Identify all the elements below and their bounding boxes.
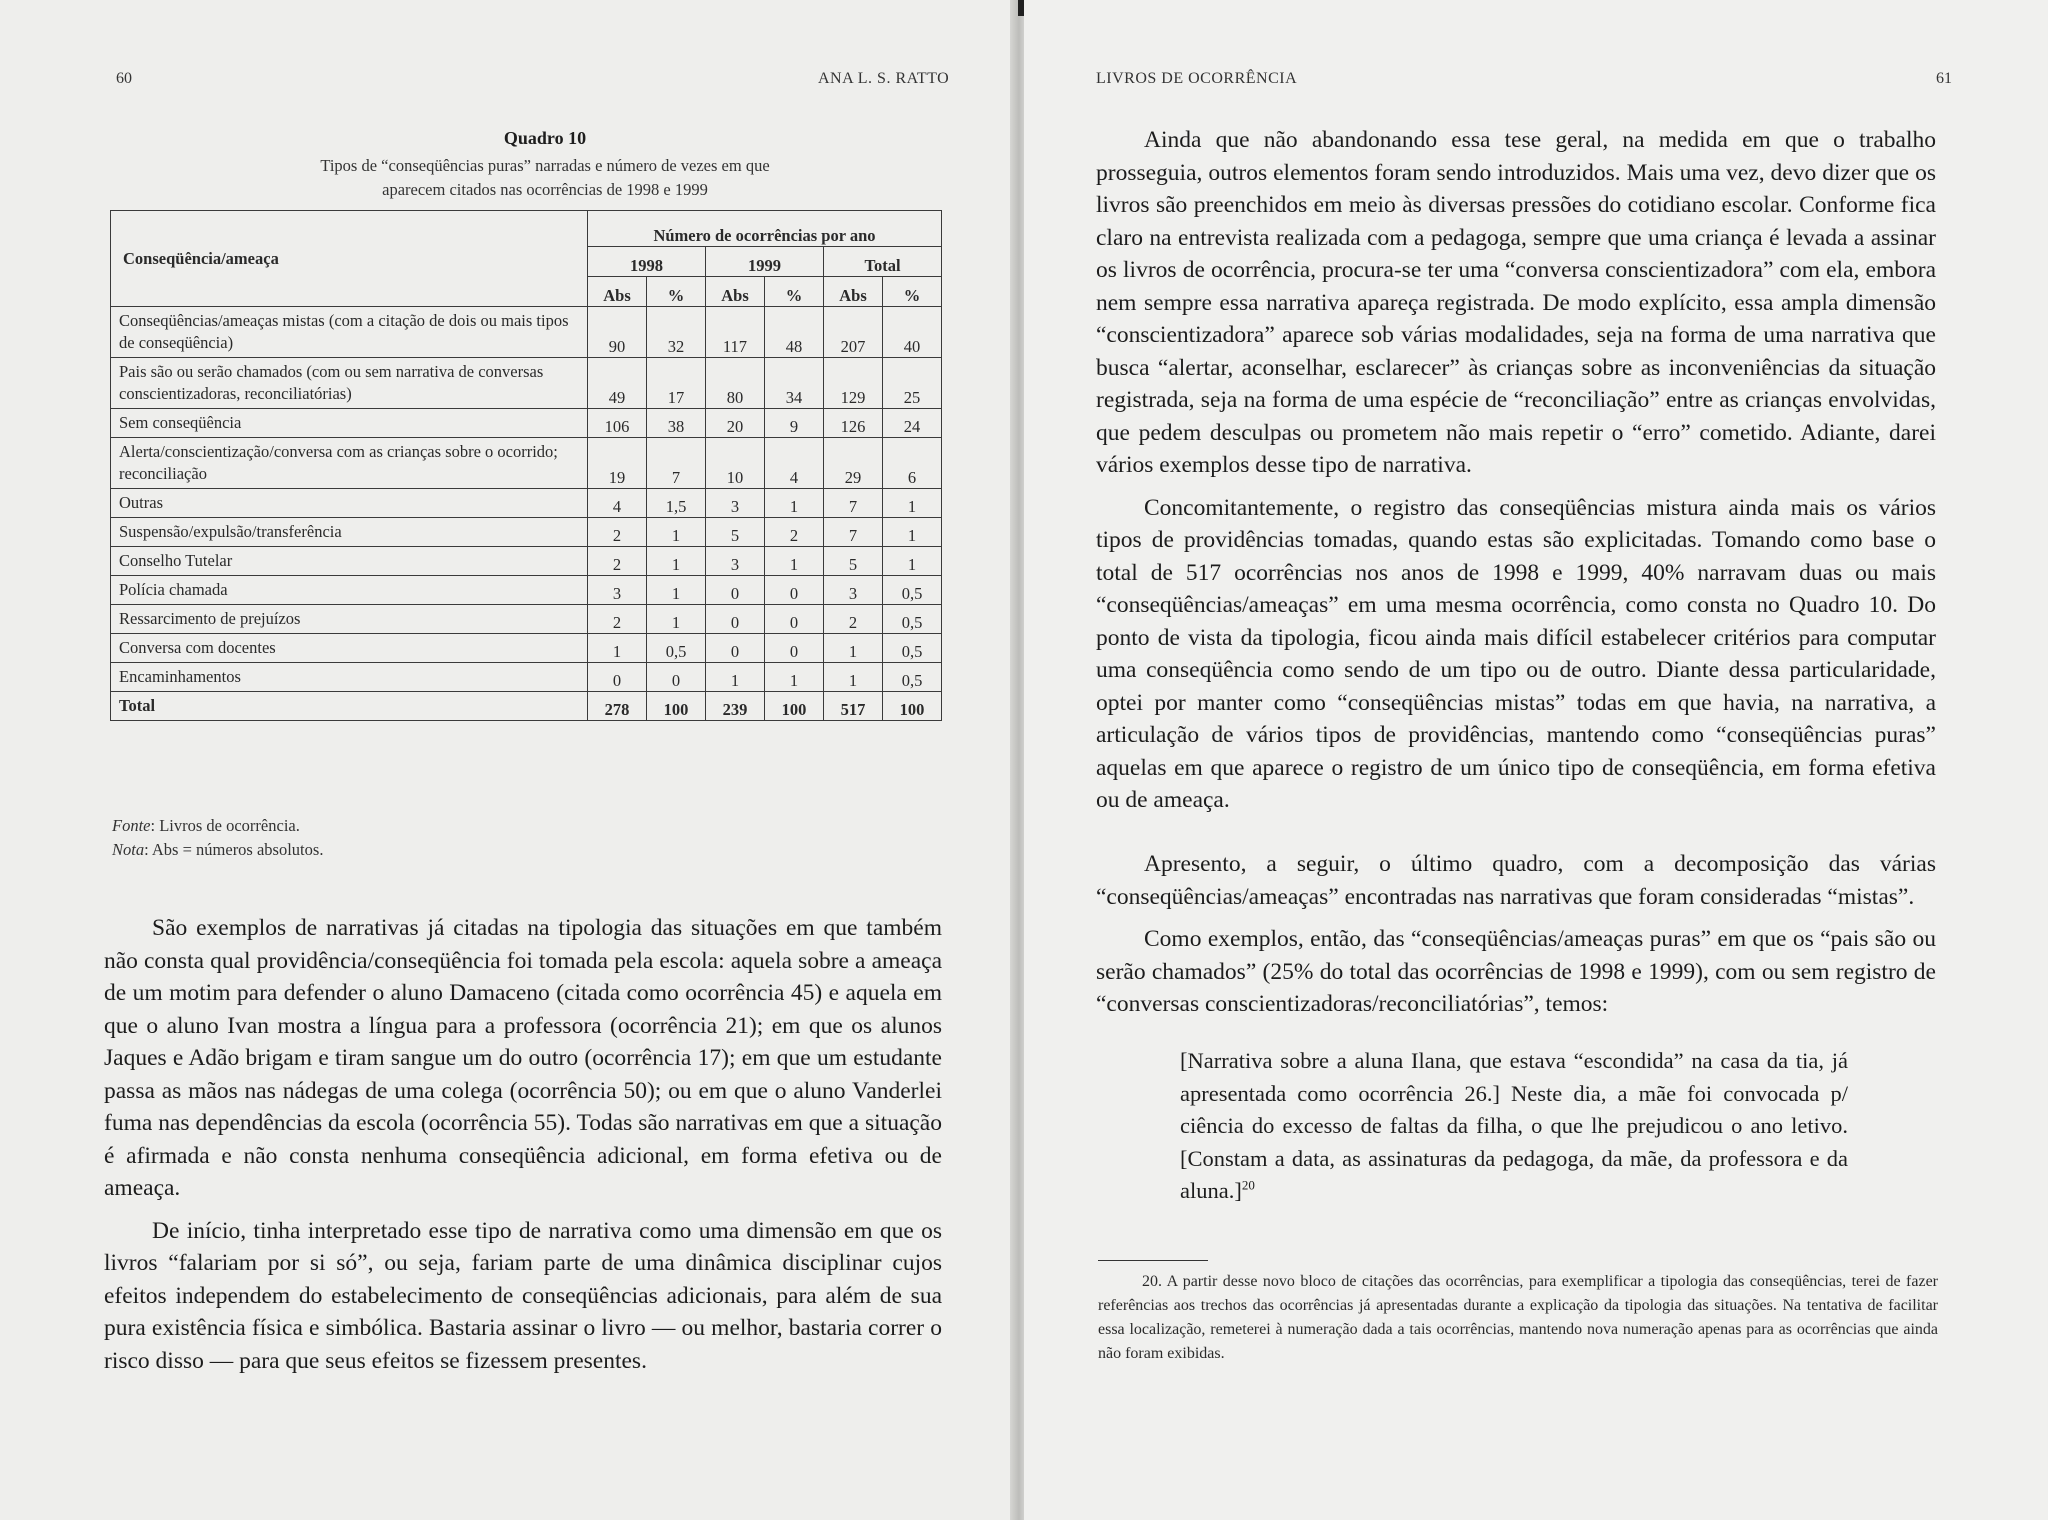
abs-cell: 0 — [706, 605, 765, 634]
abs-cell: 278 — [588, 692, 647, 721]
abs-cell: 5 — [824, 547, 883, 576]
quadro-subtitle-line: aparecem citados nas ocorrências de 1998 e 1999 — [382, 180, 708, 199]
right-body-text — [1096, 124, 1936, 827]
table-row — [111, 576, 942, 605]
quadro-body — [111, 307, 942, 721]
header-year: Total — [824, 247, 942, 277]
paragraph: Ainda que não abandonando essa tese geral, na medida em que o trabalho prosseguia, outros elementos foram sendo introduzidos. Mais uma vez, devo dizer que os livros são preenchidos em meio às diversas pressões do cotidiano escolar. Conforme fica claro na entrevista realizada com a pedagoga, sempre que uma criança é levada a assinar os livros de ocorrência, procura-se ter uma “conversa conscientizadora” com ela, embora nem sempre essa narrativa apareça registrada. De modo explícito, essa ampla dimensão “conscientizadora” aparece sob várias modalidades, seja na forma de uma narrativa que busca “alertar, aconselhar, esclarecer” às crianças sobre as inconveniências da situação registrada, seja na forma de uma espécie de “reconciliação” entre as crianças envolvidas, que pedem desculpas ou prometem não mais repetir o “erro” cometido. Adiante, darei vários exemplos desse tipo de narrativa. — [1096, 127, 1936, 478]
pct-cell: 0,5 — [883, 605, 942, 634]
category-cell: Outras — [111, 489, 588, 518]
right-body-text-2 — [1096, 848, 1936, 1031]
header-pct: % — [765, 277, 824, 307]
abs-cell: 90 — [588, 307, 647, 358]
abs-cell: 4 — [588, 489, 647, 518]
header-year: 1999 — [706, 247, 824, 277]
table-note — [112, 840, 323, 860]
abs-cell: 1 — [706, 663, 765, 692]
pct-cell: 0 — [647, 663, 706, 692]
pct-cell: 34 — [765, 358, 824, 409]
abs-cell: 1 — [588, 634, 647, 663]
pct-cell: 25 — [883, 358, 942, 409]
category-cell: Conversa com docentes — [111, 634, 588, 663]
pct-cell: 7 — [647, 438, 706, 489]
header-abs: Abs — [588, 277, 647, 307]
running-head-right: LIVROS DE OCORRÊNCIA — [1096, 70, 1298, 87]
table-row — [111, 438, 942, 489]
pct-cell: 1 — [647, 576, 706, 605]
abs-cell: 80 — [706, 358, 765, 409]
pct-cell: 24 — [883, 409, 942, 438]
pct-cell: 1 — [647, 547, 706, 576]
pct-cell: 0 — [765, 634, 824, 663]
pct-cell: 1 — [765, 489, 824, 518]
abs-cell: 239 — [706, 692, 765, 721]
table-row — [111, 518, 942, 547]
pct-cell: 1 — [883, 547, 942, 576]
paragraph: De início, tinha interpretado esse tipo de narrativa como uma dimensão em que os livros “falariam por si só”, ou seja, fariam parte de uma dinâmica disciplinar cujos efeitos independem do estabelecimento de conseqüências adicionais, para além de sua pura existência física e simbólica. Bastaria assinar o livro — ou melhor, bastaria correr o risco disso — para que seus efeitos se fizessem presentes. — [104, 1217, 942, 1374]
paragraph: Como exemplos, então, das “conseqüências/ameaças puras” em que os “pais são ou serão chamados” (25% do total das ocorrências de 1998 e 1999), com ou sem registro de “conversas conscientizadoras/reconciliatórias”, temos: — [1096, 926, 1936, 1017]
category-cell: Ressarcimento de prejuízos — [111, 605, 588, 634]
abs-cell: 10 — [706, 438, 765, 489]
pct-cell: 100 — [765, 692, 824, 721]
abs-cell: 117 — [706, 307, 765, 358]
pct-cell: 0,5 — [883, 576, 942, 605]
page-number-left: 60 — [116, 70, 132, 87]
pct-cell: 2 — [765, 518, 824, 547]
pct-cell: 6 — [883, 438, 942, 489]
pct-cell: 1,5 — [647, 489, 706, 518]
abs-cell: 2 — [588, 518, 647, 547]
pct-cell: 4 — [765, 438, 824, 489]
category-cell: Pais são ou serão chamados (com ou sem narrativa de conversas conscientizadoras, reconciliatórias) — [111, 358, 588, 409]
quadro-title: Quadro 10 — [503, 128, 587, 148]
category-cell: Conseqüências/ameaças mistas (com a citação de dois ou mais tipos de conseqüência) — [111, 307, 588, 358]
header-group: Número de ocorrências por ano — [588, 211, 942, 247]
abs-cell: 1 — [824, 663, 883, 692]
pct-cell: 100 — [883, 692, 942, 721]
category-cell: Suspensão/expulsão/transferência — [111, 518, 588, 547]
abs-cell: 207 — [824, 307, 883, 358]
header-abs: Abs — [824, 277, 883, 307]
abs-cell: 3 — [824, 576, 883, 605]
pct-cell: 100 — [647, 692, 706, 721]
pct-cell: 9 — [765, 409, 824, 438]
running-head-left: ANA L. S. RATTO — [818, 70, 950, 87]
footnote: 20. A partir desse novo bloco de citações das ocorrências, para exemplificar a tipologia das conseqüências, terei de fazer referências aos trechos das ocorrências já apresentadas durante a explicação da tipologia das situações. Na tentativa de facilitar essa localização, remeterei à numeração dada a tais ocorrências, mantendo nova numeração apenas para as ocorrências que ainda não foram exibidas. — [1098, 1273, 1938, 1362]
pct-cell: 40 — [883, 307, 942, 358]
table-row — [111, 663, 942, 692]
header-pct: % — [883, 277, 942, 307]
pct-cell: 0 — [765, 605, 824, 634]
quadro-subtitle — [250, 154, 840, 202]
pct-cell: 48 — [765, 307, 824, 358]
left-body-text — [104, 912, 942, 1387]
category-cell: Alerta/conscientização/conversa com as crianças sobre o ocorrido; reconciliação — [111, 438, 588, 489]
pct-cell: 1 — [765, 547, 824, 576]
paragraph: Apresento, a seguir, o último quadro, com a decomposição das várias “conseqüências/ameaças” encontradas nas narrativas que foram consideradas “mistas”. — [1096, 851, 1936, 910]
abs-cell: 106 — [588, 409, 647, 438]
abs-cell: 49 — [588, 358, 647, 409]
abs-cell: 0 — [588, 663, 647, 692]
quadro-table — [110, 210, 942, 721]
pct-cell: 0 — [765, 576, 824, 605]
table-source — [112, 816, 300, 836]
abs-cell: 129 — [824, 358, 883, 409]
abs-cell: 2 — [588, 605, 647, 634]
table-row — [111, 547, 942, 576]
pct-cell: 1 — [883, 489, 942, 518]
abs-cell: 517 — [824, 692, 883, 721]
pct-cell: 1 — [647, 518, 706, 547]
abs-cell: 2 — [588, 547, 647, 576]
pct-cell: 0,5 — [647, 634, 706, 663]
table-row — [111, 605, 942, 634]
abs-cell: 0 — [706, 634, 765, 663]
table-row — [111, 307, 942, 358]
header-abs: Abs — [706, 277, 765, 307]
table-total-row — [111, 692, 942, 721]
paragraph: Concomitantemente, o registro das conseqüências mistura ainda mais os vários tipos de providências tomadas, quando estas são explicitadas. Tomando como base o total de 517 ocorrências nos anos de 1998 e 1999, 40% narravam duas ou mais “conseqüências/ameaças” em uma mesma ocorrência, como consta no Quadro 10. Do ponto de vista da tipologia, ficou ainda mais difícil estabelecer critérios para computar uma conseqüência como sendo de um tipo ou de outro. Diante dessa particularidade, optei por manter como “conseqüências mistas” todas em que havia, na narrativa, a articulação de vários tipos de providências, mantendo como “conseqüências puras” aquelas em que aparece o registro de um único tipo de conseqüência, em forma efetiva ou de ameaça. — [1096, 494, 1936, 813]
footnote-ref[interactable]: 20 — [1241, 1177, 1255, 1193]
paragraph: São exemplos de narrativas já citadas na tipologia das situações em que também não consta qual providência/conseqüência foi tomada pela escola: aquela sobre a ameaça de um motim para defender o aluno Damaceno (citada como ocorrência 45) e aquela em que o aluno Ivan mostra a língua para a professora (ocorrência 21); em que os alunos Jaques e Adão brigam e tiram sangue um do outro (ocorrência 17); em que um estudante passa as mãos nas nádegas de uma colega (ocorrência 50); ou em que o aluno Vanderlei fuma nas dependências da escola (ocorrência 55). Todas são narrativas em que a situação é afirmada e não consta nenhuma conseqüência adicional, em forma efetiva ou de ameaça. — [104, 915, 942, 1201]
table-row — [111, 358, 942, 409]
source-label: Fonte — [112, 816, 151, 835]
left-page — [0, 0, 1016, 1520]
table-row — [111, 634, 942, 663]
header-pct: % — [647, 277, 706, 307]
abs-cell: 3 — [706, 489, 765, 518]
pct-cell: 0,5 — [883, 634, 942, 663]
footnote-rule — [1098, 1260, 1208, 1261]
pct-cell: 17 — [647, 358, 706, 409]
abs-cell: 19 — [588, 438, 647, 489]
header-year: 1998 — [588, 247, 706, 277]
category-cell: Encaminhamentos — [111, 663, 588, 692]
note-label: Nota — [112, 840, 145, 859]
pct-cell: 38 — [647, 409, 706, 438]
category-cell: Sem conseqüência — [111, 409, 588, 438]
abs-cell: 126 — [824, 409, 883, 438]
category-cell: Total — [111, 692, 588, 721]
abs-cell: 29 — [824, 438, 883, 489]
pct-cell: 32 — [647, 307, 706, 358]
abs-cell: 3 — [706, 547, 765, 576]
note-text: : Abs = números absolutos. — [144, 840, 324, 859]
block-quote — [1180, 1045, 1848, 1208]
source-text: : Livros de ocorrência. — [150, 816, 300, 835]
pct-cell: 1 — [883, 518, 942, 547]
abs-cell: 0 — [706, 576, 765, 605]
table-row — [111, 489, 942, 518]
header-category: Conseqüência/ameaça — [111, 211, 588, 307]
abs-cell: 3 — [588, 576, 647, 605]
abs-cell: 7 — [824, 489, 883, 518]
quadro-subtitle-line: Tipos de “conseqüências puras” narradas e número de vezes em que — [320, 156, 770, 175]
abs-cell: 5 — [706, 518, 765, 547]
abs-cell: 1 — [824, 634, 883, 663]
page-number-right: 61 — [1936, 70, 1952, 87]
table-row — [111, 409, 942, 438]
abs-cell: 2 — [824, 605, 883, 634]
pct-cell: 0,5 — [883, 663, 942, 692]
pct-cell: 1 — [647, 605, 706, 634]
category-cell: Conselho Tutelar — [111, 547, 588, 576]
quote-text: [Narrativa sobre a aluna Ilana, que estava “escondida” na casa da tia, já apresentada como ocorrência 26.] Neste dia, a mãe foi convocada p/ ciência do excesso de faltas da filha, o que lhe prejudicou o ano letivo. [Constam a data, as assinaturas da pedagoga, da mãe, da professora e da aluna.] — [1180, 1048, 1848, 1203]
abs-cell: 7 — [824, 518, 883, 547]
pct-cell: 1 — [765, 663, 824, 692]
category-cell: Polícia chamada — [111, 576, 588, 605]
abs-cell: 20 — [706, 409, 765, 438]
